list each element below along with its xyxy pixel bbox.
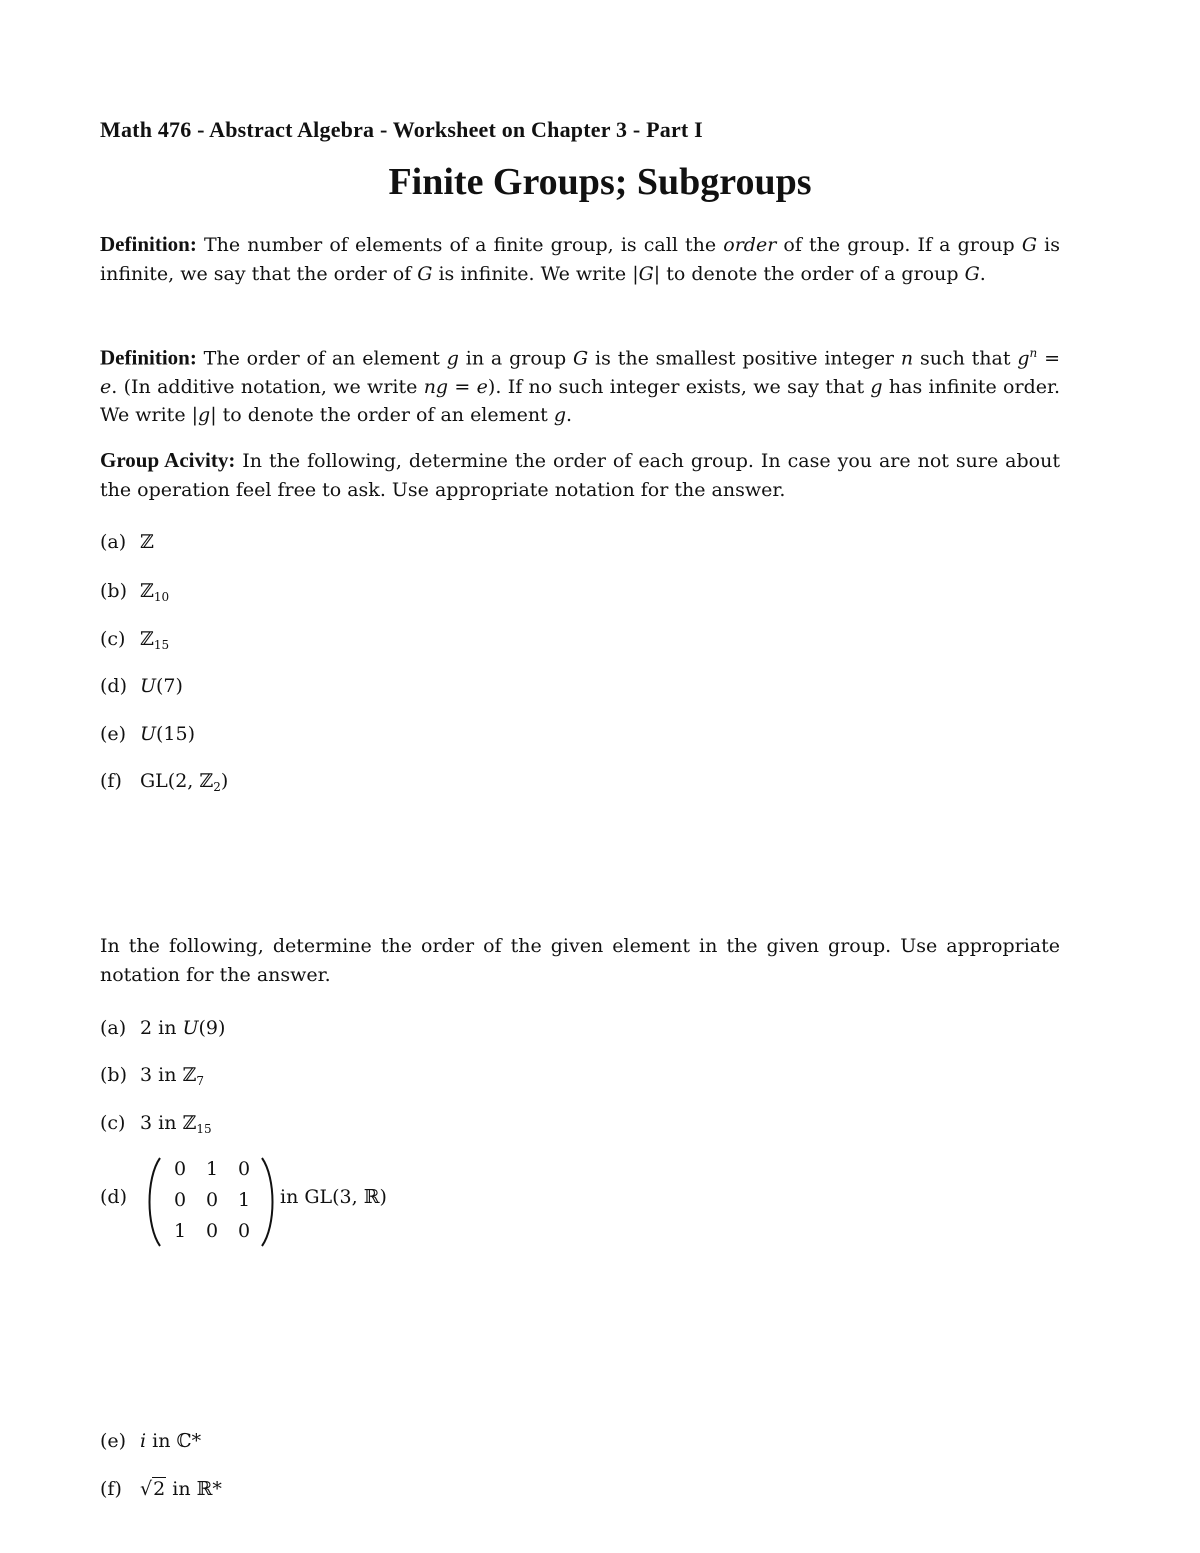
list-item: (e) i in ℂ*: [100, 1430, 202, 1452]
list-item: (b) ℤ$_{10}$: [100, 580, 170, 604]
square-root: √2: [140, 1478, 166, 1500]
list-item: (b) 3 in ℤ$_7$: [100, 1064, 204, 1088]
matrix-cell: 0: [237, 1220, 251, 1242]
matrix-cell: 1: [237, 1189, 251, 1211]
list-item: (c) 3 in ℤ$_{15}$: [100, 1112, 212, 1136]
matrix-cell: 1: [173, 1220, 187, 1242]
worksheet-page: Math 476 - Abstract Algebra - Worksheet on Chapter 3 - Part I Finite Groups; Subgroups Definition: The number of elements of a finite group, is call the order of the group. If a group G is infinite, we say that the order of G is infinite. We write |G| to denote the order of a group G. Definition: The order of an element g in a group G is the smallest positive integer n such that $g^n = e$. (In additive notation, we write ng = e). If no such integer exists, we say that g has infinite order. We write |g| to denote the order of an element g. Group Acivity: In the following, determine the order of each group. In case you are not sure about the operation feel free to ask. Use appropriate notation for the answer. (a) ℤ (b) ℤ$_{10}$ (c) ℤ$_{15}$ (d) U(7) (e) U(15) (f) GL(2, ℤ$_2$) In the following, determine the order of the given element in the given group. Use appropriate notation for the answer. (a) 2 in U(9) (b) 3 in ℤ$_7$ (c) 3 in ℤ$_{15}$ (d) 0 1 0 0 0 1 1 0 0 in GL(3, ℝ) (e) i in ℂ* (f) √2 in ℝ*: [0, 0, 1200, 1553]
right-paren: [258, 1156, 278, 1248]
list-item: (f) GL(2, ℤ$_2$): [100, 770, 229, 794]
matrix-cell: 0: [237, 1158, 251, 1180]
definition-order-of-element: Definition: The order of an element g in a group G is the smallest positive integer n such that $g^n = e$. (In additive notation, we write ng = e). If no such integer exists, we say that g has infinite order. We write |g| to denote the order of an element g.: [100, 345, 1061, 427]
definition-lead: Definition:: [100, 232, 197, 256]
definition-order-of-group: Definition: The number of elements of a finite group, is call the order of the group. If a group G is infinite, we say that the order of G is infinite. We write |G| to denote the order of a group G.: [100, 232, 1061, 285]
matrix-cell: 0: [173, 1189, 187, 1211]
matrix-cell: 0: [173, 1158, 187, 1180]
list-item: (c) ℤ$_{15}$: [100, 628, 170, 652]
list-item: (d) U(7): [100, 675, 183, 697]
list-item: (f) √2 in ℝ*: [100, 1475, 222, 1503]
matrix-cell: 0: [205, 1220, 219, 1242]
matrix-cell: 1: [205, 1158, 219, 1180]
left-paren: [144, 1156, 164, 1248]
list-item: (a) 2 in U(9): [100, 1017, 226, 1039]
list-item: (a) ℤ: [100, 531, 154, 553]
page-title: Finite Groups; Subgroups: [388, 161, 812, 203]
definition-lead: Definition:: [100, 345, 197, 370]
matrix: [164, 1154, 260, 1247]
list-item: (e) U(15): [100, 723, 196, 745]
group-activity-instructions: Group Acivity: In the following, determine the order of each group. In case you are not sure about the operation feel free to ask. Use appropriate notation for the answer.: [100, 448, 1060, 501]
course-header: Math 476 - Abstract Algebra - Worksheet on Chapter 3 - Part I: [100, 117, 703, 142]
activity-lead: Group Acivity:: [100, 448, 236, 472]
element-order-instructions: In the following, determine the order of the given element in the given group. Use appropriate notation for the answer.: [100, 935, 1060, 986]
matrix-cell: 0: [205, 1189, 219, 1211]
